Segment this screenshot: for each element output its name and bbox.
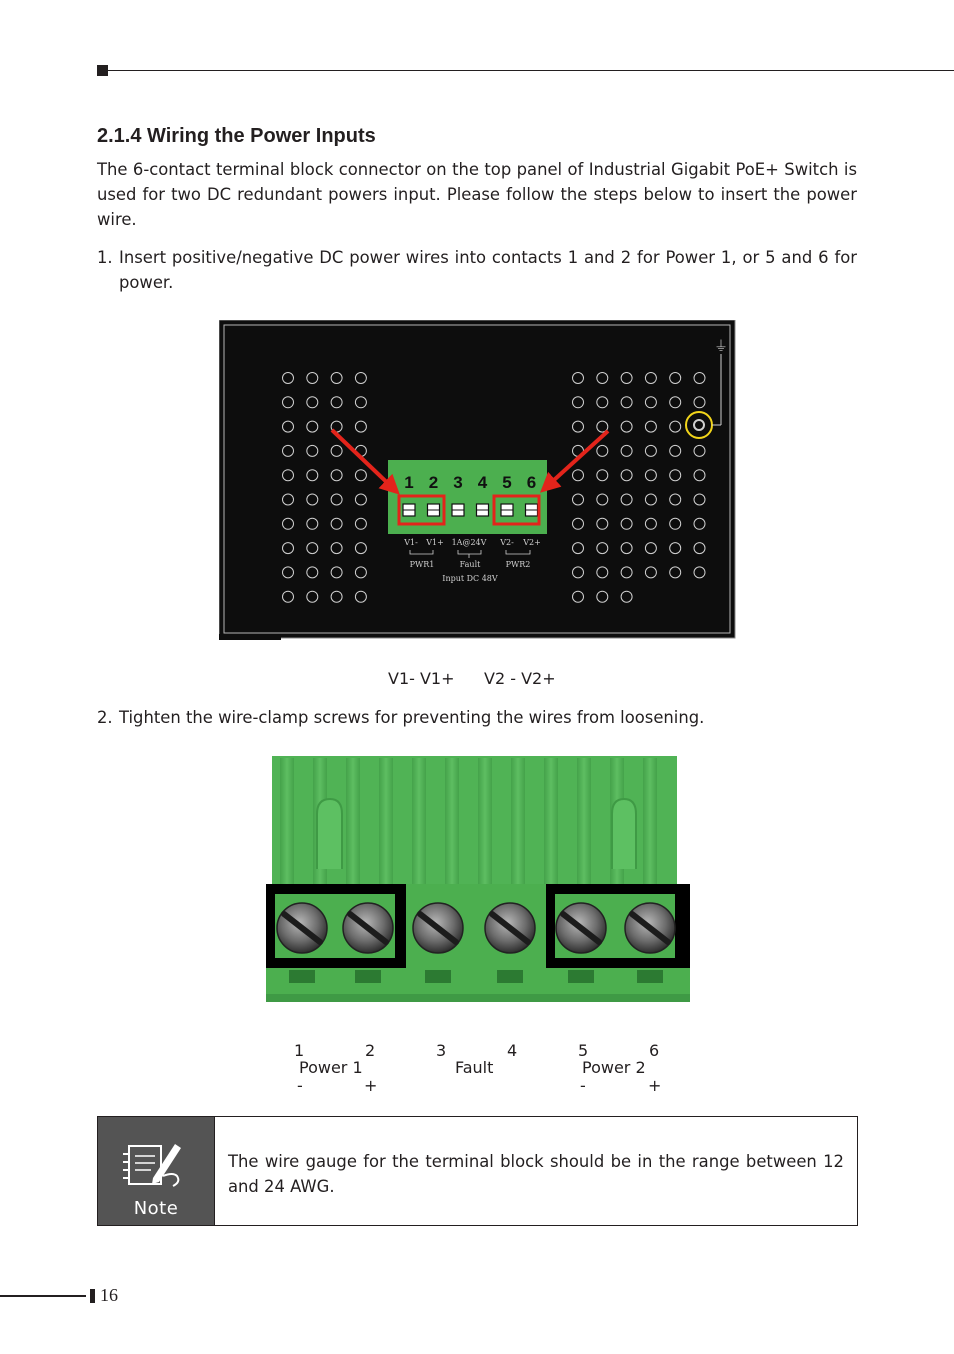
group-label-pwr1: PWR1: [409, 560, 435, 569]
wire-entry-slot: [425, 970, 451, 983]
wire-entry-slot: [289, 970, 315, 983]
group-label-power-1: Power 1: [299, 1058, 363, 1077]
connector-ridge: [478, 758, 492, 886]
contact-number-3: 3: [453, 473, 463, 492]
connector-ridge: [280, 758, 294, 886]
group-label-fault: Fault: [459, 560, 481, 569]
terminal-number-1: 1: [294, 1041, 305, 1060]
intro-paragraph: The 6-contact terminal block connector on the top panel of Industrial Gigabit PoE+ Switch is used for two DC redundant powers input. Please follow the steps below to insert the power wire.: [97, 160, 857, 229]
note-pen-icon: [123, 1138, 189, 1192]
terminal-labels: [0, 1040, 954, 1100]
note-label: Note: [133, 1198, 179, 1219]
connector-ridge: [379, 758, 393, 886]
caption-v1: V1- V1+: [388, 669, 455, 688]
note-sidebar: [98, 1117, 215, 1225]
group-label-power-2: Power 2: [582, 1058, 646, 1077]
pin-label-v2-minus: V2-: [500, 538, 514, 547]
contact-number-6: 6: [526, 473, 537, 492]
pin-label-fault-rating: 1A@24V: [451, 538, 487, 547]
pin-label-v1-plus: V1+: [426, 538, 444, 547]
step-number: 1.: [97, 248, 113, 267]
step-number: 2.: [97, 708, 113, 727]
terminal-block-photo: [262, 754, 692, 1006]
input-voltage-label: Input DC 48V: [442, 574, 498, 583]
connector-ridge: [346, 758, 360, 886]
contact-number-4: 4: [477, 473, 488, 492]
step-2: [97, 705, 857, 730]
connector-ridge: [412, 758, 426, 886]
footer-mark: [90, 1289, 95, 1303]
group-label-fault: Fault: [455, 1058, 494, 1077]
wire-entry-slot: [637, 970, 663, 983]
polarity-2-plus: +: [364, 1076, 378, 1095]
wire-entry-slot: [355, 970, 381, 983]
top-panel-figure: [219, 320, 737, 644]
step-text: Insert positive/negative DC power wires into contacts 1 and 2 for Power 1, or 5 and 6 for power.: [119, 248, 857, 292]
ground-symbol: ⏚: [714, 339, 728, 355]
terminal-number-5: 5: [578, 1041, 589, 1060]
header-square: [97, 65, 108, 76]
contact-number-1: 1: [404, 473, 414, 492]
caption-v2: V2 - V2+: [484, 669, 556, 688]
footer-rule: [0, 1295, 86, 1297]
terminal-number-4: 4: [507, 1041, 518, 1060]
connector-ridge: [577, 758, 591, 886]
pin-label-v1-minus: V1-: [404, 538, 418, 547]
wire-entry-slot: [497, 970, 523, 983]
terminal-number-3: 3: [436, 1041, 447, 1060]
connector-ridge: [643, 758, 657, 886]
contact-number-5: 5: [502, 473, 512, 492]
page-number: 16: [100, 1285, 118, 1305]
polarity-6-plus: +: [648, 1076, 662, 1095]
polarity-1-minus: -: [297, 1076, 303, 1095]
note-box: [97, 1116, 858, 1226]
polarity-5-minus: -: [580, 1076, 586, 1095]
step-1: [97, 245, 857, 295]
group-label-pwr2: PWR2: [505, 560, 531, 569]
terminal-block: [388, 460, 547, 534]
connector-ridge: [445, 758, 459, 886]
terminal-number-2: 2: [365, 1041, 376, 1060]
section-title: 2.1.4 Wiring the Power Inputs: [97, 125, 376, 147]
connector-ridge: [511, 758, 525, 886]
connector-ridge: [544, 758, 558, 886]
terminal-number-6: 6: [649, 1041, 660, 1060]
header-rule: [108, 70, 954, 71]
contact-number-2: 2: [428, 473, 439, 492]
pin-label-v2-plus: V2+: [523, 538, 541, 547]
note-text: The wire gauge for the terminal block should be in the range between 12 and 24 AWG.: [228, 1152, 844, 1196]
step-text: Tighten the wire-clamp screws for preventing the wires from loosening.: [119, 708, 705, 727]
wire-entry-slot: [568, 970, 594, 983]
